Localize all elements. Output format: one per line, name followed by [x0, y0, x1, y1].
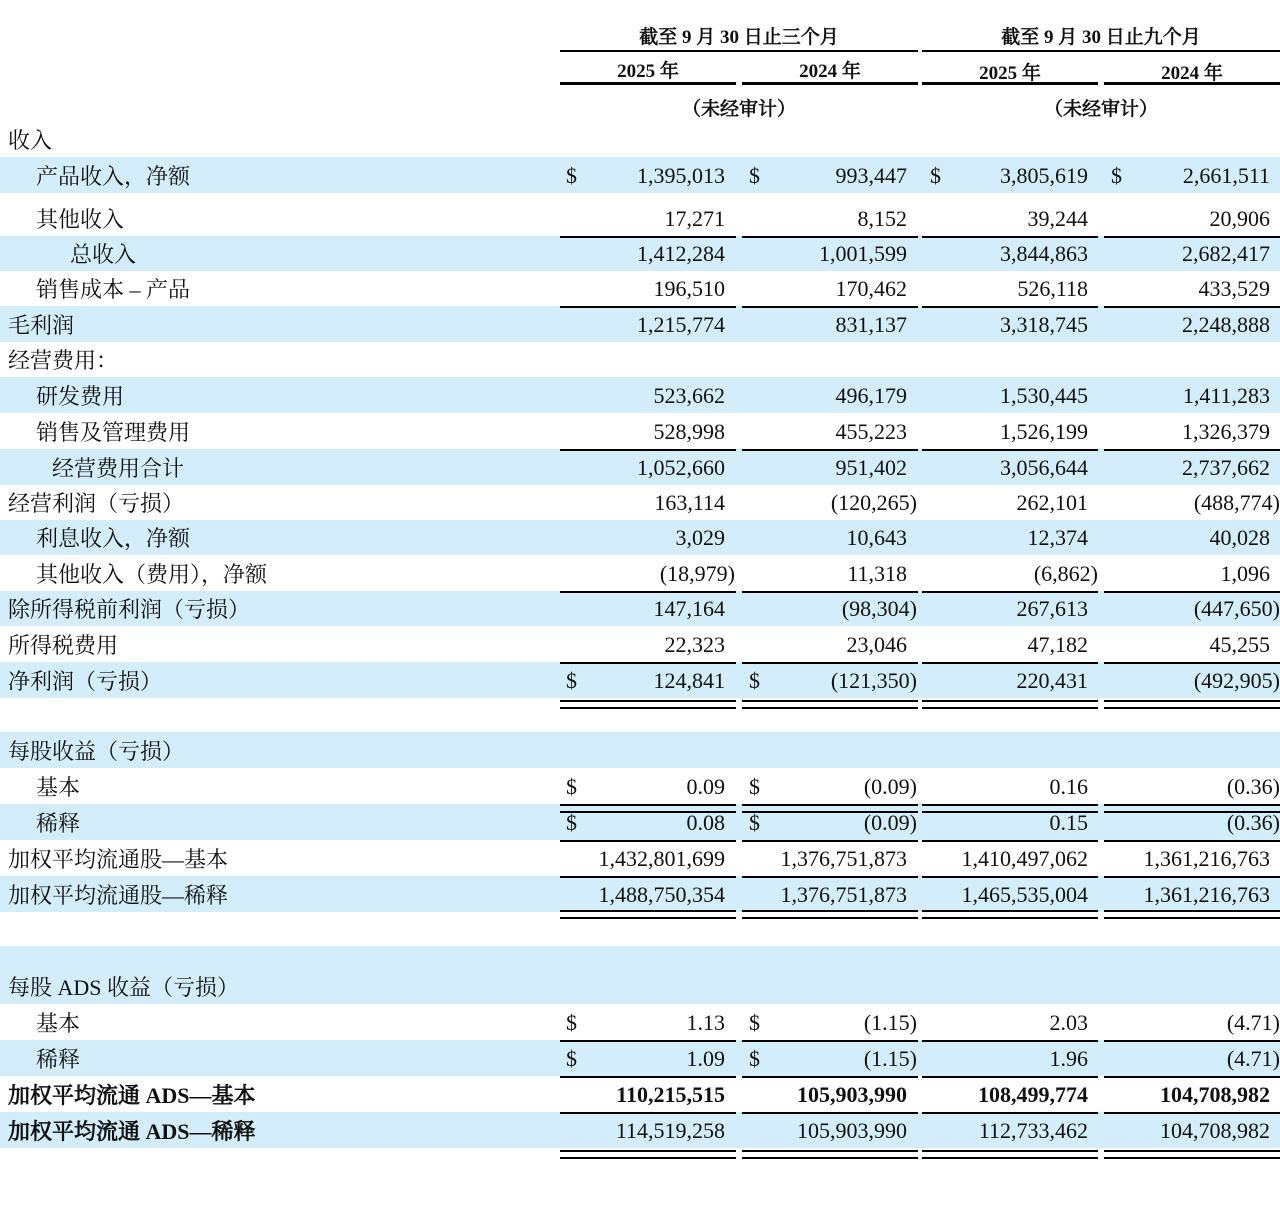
row-label: 总收入 [70, 242, 137, 267]
cell-value: 1.09 [686, 1046, 725, 1071]
cell-value: (488,774) [1193, 490, 1280, 515]
cell-value: 2,737,662 [1182, 455, 1270, 480]
table-row [0, 485, 1280, 520]
year-header: 2025 年 [979, 63, 1041, 84]
cell-value: (4.71) [1226, 1046, 1280, 1071]
cell-value: 0.08 [686, 810, 725, 835]
subtotal-rule [742, 306, 918, 308]
cell-value: (6,862) [1033, 561, 1098, 586]
row-label: 利息收入，净额 [36, 526, 191, 551]
subtotal-rule [742, 1112, 918, 1114]
row-label: 加权平均流通股—基本 [8, 847, 229, 872]
row-label: 加权平均流通 ADS—基本 [8, 1083, 256, 1108]
cell-value: 40,028 [1209, 525, 1270, 550]
cell-value: 993,447 [835, 163, 907, 188]
table-row [0, 555, 1280, 591]
subtotal-rule [1104, 236, 1280, 238]
header-rule [560, 50, 918, 52]
cell-value: 1,412,284 [637, 241, 725, 266]
currency-symbol: $ [1111, 163, 1122, 188]
row-label: 经营利润（亏损） [8, 491, 185, 516]
table-row [0, 157, 1280, 193]
cell-value: 1,376,751,873 [780, 882, 907, 907]
cell-value: 433,529 [1198, 276, 1270, 301]
year-header: 2024 年 [1161, 63, 1223, 84]
total-double-rule [560, 804, 736, 813]
table-row [0, 1076, 1280, 1112]
subtotal-rule [1104, 840, 1280, 842]
cell-value: 2.03 [1049, 1010, 1088, 1035]
cell-value: 22,323 [664, 632, 725, 657]
row-label: 销售及管理费用 [36, 420, 191, 445]
cell-value: 1,361,216,763 [1143, 846, 1270, 871]
currency-symbol: $ [749, 1010, 760, 1035]
subtotal-rule [560, 449, 736, 451]
cell-value: (0.09) [863, 774, 917, 799]
cell-value: (1.15) [863, 1010, 917, 1035]
subtotal-rule [1104, 449, 1280, 451]
cell-value: (121,350) [830, 668, 917, 693]
table-row [0, 130, 1280, 157]
subtotal-rule [560, 591, 736, 593]
currency-symbol: $ [930, 163, 941, 188]
cell-value: 0.16 [1049, 774, 1088, 799]
cell-value: 47,182 [1027, 632, 1088, 657]
subtotal-rule [742, 236, 918, 238]
subtotal-rule [560, 1040, 736, 1042]
subtotal-rule [560, 1076, 736, 1078]
subtotal-rule [560, 1112, 736, 1114]
currency-symbol: $ [566, 1010, 577, 1035]
subtotal-rule [742, 1076, 918, 1078]
cell-value: 1.96 [1049, 1046, 1088, 1071]
row-label: 每股 ADS 收益（亏损） [8, 975, 240, 1000]
cell-value: 262,101 [1016, 490, 1088, 515]
row-label: 加权平均流通股—稀释 [8, 883, 229, 908]
table-row [0, 449, 1280, 485]
cell-value: (447,650) [1193, 596, 1280, 621]
cell-value: 2,661,511 [1182, 163, 1270, 188]
row-label: 稀释 [36, 811, 81, 836]
total-double-rule [1104, 804, 1280, 813]
table-row [0, 591, 1280, 626]
row-label: 产品收入，净额 [36, 164, 191, 189]
cell-value: (0.36) [1226, 810, 1280, 835]
subtotal-rule [922, 1112, 1098, 1114]
unaudited-note: （未经审计） [1043, 99, 1158, 120]
cell-value: 104,708,982 [1160, 1118, 1270, 1143]
cell-value: 1,361,216,763 [1143, 882, 1270, 907]
subtotal-rule [1104, 876, 1280, 878]
table-row [0, 413, 1280, 449]
subtotal-rule [1104, 591, 1280, 593]
subtotal-rule [742, 591, 918, 593]
cell-value: (18,979) [659, 561, 735, 586]
table-row [0, 662, 1280, 698]
cell-value: 8,152 [857, 206, 907, 231]
cell-value: 105,903,990 [797, 1118, 907, 1143]
cell-value: 1,052,660 [637, 455, 725, 480]
currency-symbol: $ [566, 774, 577, 799]
cell-value: (120,265) [830, 490, 917, 515]
year-rule [560, 82, 736, 85]
table-row [0, 342, 1280, 377]
cell-value: 267,613 [1016, 596, 1088, 621]
cell-value: 1,410,497,062 [961, 846, 1088, 871]
table-row [0, 840, 1280, 876]
row-label: 净利润（亏损） [8, 669, 163, 694]
cell-value: 124,841 [653, 668, 725, 693]
cell-value: 523,662 [653, 383, 725, 408]
cell-value: 3,318,745 [1000, 312, 1088, 337]
total-double-rule [560, 1150, 736, 1159]
cell-value: 951,402 [835, 455, 907, 480]
currency-symbol: $ [749, 774, 760, 799]
cell-value: 23,046 [846, 632, 907, 657]
header-rule [922, 50, 1280, 52]
cell-value: 108,499,774 [978, 1082, 1088, 1107]
subtotal-rule [1104, 1076, 1280, 1078]
cell-value: 2,682,417 [1182, 241, 1270, 266]
cell-value: 196,510 [653, 276, 725, 301]
cell-value: 20,906 [1209, 206, 1270, 231]
cell-value: 496,179 [835, 383, 907, 408]
cell-value: (492,905) [1193, 668, 1280, 693]
table-row [0, 768, 1280, 804]
table-row [0, 193, 1280, 236]
row-label: 销售成本 – 产品 [36, 277, 191, 302]
cell-value: 1,432,801,699 [598, 846, 725, 871]
subtotal-rule [922, 449, 1098, 451]
total-double-rule [742, 1150, 918, 1159]
subtotal-rule [922, 840, 1098, 842]
cell-value: 1,530,445 [1000, 383, 1088, 408]
subtotal-rule [922, 306, 1098, 308]
cell-value: 528,998 [653, 419, 725, 444]
table-row [0, 626, 1280, 662]
unaudited-note: （未经审计） [681, 99, 796, 120]
cell-value: 39,244 [1027, 206, 1088, 231]
currency-symbol: $ [749, 810, 760, 835]
subtotal-rule [922, 1040, 1098, 1042]
row-label: 基本 [36, 775, 81, 800]
currency-symbol: $ [566, 1046, 577, 1071]
cell-value: 114,519,258 [615, 1118, 725, 1143]
cell-value: 0.15 [1049, 810, 1088, 835]
subtotal-rule [560, 236, 736, 238]
row-label: 加权平均流通 ADS—稀释 [8, 1119, 256, 1144]
cell-value: 12,374 [1027, 525, 1088, 550]
cell-value: 220,431 [1016, 668, 1088, 693]
cell-value: 1,376,751,873 [780, 846, 907, 871]
subtotal-rule [742, 449, 918, 451]
year-header: 2024 年 [799, 61, 861, 82]
currency-symbol: $ [566, 668, 577, 693]
subtotal-rule [1104, 1112, 1280, 1114]
table-row [0, 236, 1280, 271]
currency-symbol: $ [749, 1046, 760, 1071]
cell-value: 1,215,774 [637, 312, 725, 337]
subtotal-rule [922, 1076, 1098, 1078]
currency-symbol: $ [749, 163, 760, 188]
cell-value: 1,488,750,354 [598, 882, 725, 907]
cell-value: 526,118 [1017, 276, 1088, 301]
table-row [0, 1112, 1280, 1148]
cell-value: 1,411,283 [1182, 383, 1270, 408]
subtotal-rule [1104, 662, 1280, 664]
currency-symbol: $ [566, 163, 577, 188]
cell-value: 105,903,990 [797, 1082, 907, 1107]
header-nine-months: 截至 9 月 30 日止九个月 [1001, 27, 1201, 48]
cell-value: 2,248,888 [1182, 312, 1270, 337]
cell-value: 3,029 [675, 525, 725, 550]
cell-value: 831,137 [835, 312, 907, 337]
row-label: 所得税费用 [8, 633, 119, 658]
year-header: 2025 年 [617, 61, 679, 82]
cell-value: (4.71) [1226, 1010, 1280, 1035]
year-rule [1104, 82, 1280, 85]
subtotal-rule [1104, 1040, 1280, 1042]
table-row [0, 876, 1280, 912]
cell-value: 3,805,619 [1000, 163, 1088, 188]
row-label: 其他收入（费用），净额 [36, 562, 268, 587]
cell-value: (98,304) [841, 596, 917, 621]
subtotal-rule [922, 662, 1098, 664]
cell-value: 1.13 [686, 1010, 725, 1035]
cell-value: 163,114 [654, 490, 725, 515]
cell-value: 104,708,982 [1160, 1082, 1270, 1107]
total-double-rule [922, 1150, 1098, 1159]
subtotal-rule [922, 591, 1098, 593]
table-row [0, 946, 1280, 1004]
cell-value: 112,733,462 [978, 1118, 1088, 1143]
cell-value: 1,465,535,004 [961, 882, 1088, 907]
cell-value: 455,223 [835, 419, 907, 444]
table-row [0, 1040, 1280, 1076]
currency-symbol: $ [749, 668, 760, 693]
subtotal-rule [560, 306, 736, 308]
table-row [0, 732, 1280, 768]
subtotal-rule [922, 236, 1098, 238]
row-label: 稀释 [36, 1047, 81, 1072]
cell-value: (0.36) [1226, 774, 1280, 799]
subtotal-rule [742, 840, 918, 842]
table-row [0, 698, 1280, 732]
subtotal-rule [742, 876, 918, 878]
cell-value: (1.15) [863, 1046, 917, 1071]
row-label: 研发费用 [36, 384, 125, 409]
row-label: 经营费用： [8, 348, 119, 373]
subtotal-rule [742, 1040, 918, 1042]
subtotal-rule [742, 662, 918, 664]
cell-value: 1,395,013 [637, 163, 725, 188]
cell-value: 1,096 [1220, 561, 1270, 586]
table-row [0, 912, 1280, 946]
total-double-rule [922, 804, 1098, 813]
cell-value: 10,643 [846, 525, 907, 550]
row-label: 经营费用合计 [52, 456, 185, 481]
subtotal-rule [1104, 306, 1280, 308]
cell-value: 1,526,199 [1000, 419, 1088, 444]
row-label: 其他收入 [36, 207, 125, 232]
row-label: 除所得税前利润（亏损） [8, 597, 251, 622]
table-row [0, 271, 1280, 306]
row-label: 收入 [8, 128, 53, 153]
cell-value: 17,271 [664, 206, 725, 231]
table-row [0, 1004, 1280, 1040]
subtotal-rule [922, 876, 1098, 878]
cell-value: 45,255 [1209, 632, 1270, 657]
year-rule [922, 82, 1098, 85]
total-double-rule [742, 804, 918, 813]
subtotal-rule [560, 662, 736, 664]
total-double-rule [1104, 1150, 1280, 1159]
cell-value: 1,326,379 [1182, 419, 1270, 444]
header-three-months: 截至 9 月 30 日止三个月 [639, 27, 839, 48]
subtotal-rule [560, 840, 736, 842]
row-label: 基本 [36, 1011, 81, 1036]
table-row [0, 377, 1280, 413]
table-row [0, 306, 1280, 342]
subtotal-rule [560, 876, 736, 878]
cell-value: (0.09) [863, 810, 917, 835]
year-rule [742, 82, 918, 85]
cell-value: 0.09 [686, 774, 725, 799]
cell-value: 170,462 [835, 276, 907, 301]
cell-value: 3,056,644 [1000, 455, 1088, 480]
cell-value: 1,001,599 [819, 241, 907, 266]
cell-value: 110,215,515 [616, 1082, 725, 1107]
table-row [0, 520, 1280, 555]
row-label: 每股收益（亏损） [8, 739, 185, 764]
cell-value: 3,844,863 [1000, 241, 1088, 266]
cell-value: 147,164 [653, 596, 725, 621]
row-label: 毛利润 [8, 313, 75, 338]
currency-symbol: $ [566, 810, 577, 835]
cell-value: 11,318 [847, 561, 907, 586]
